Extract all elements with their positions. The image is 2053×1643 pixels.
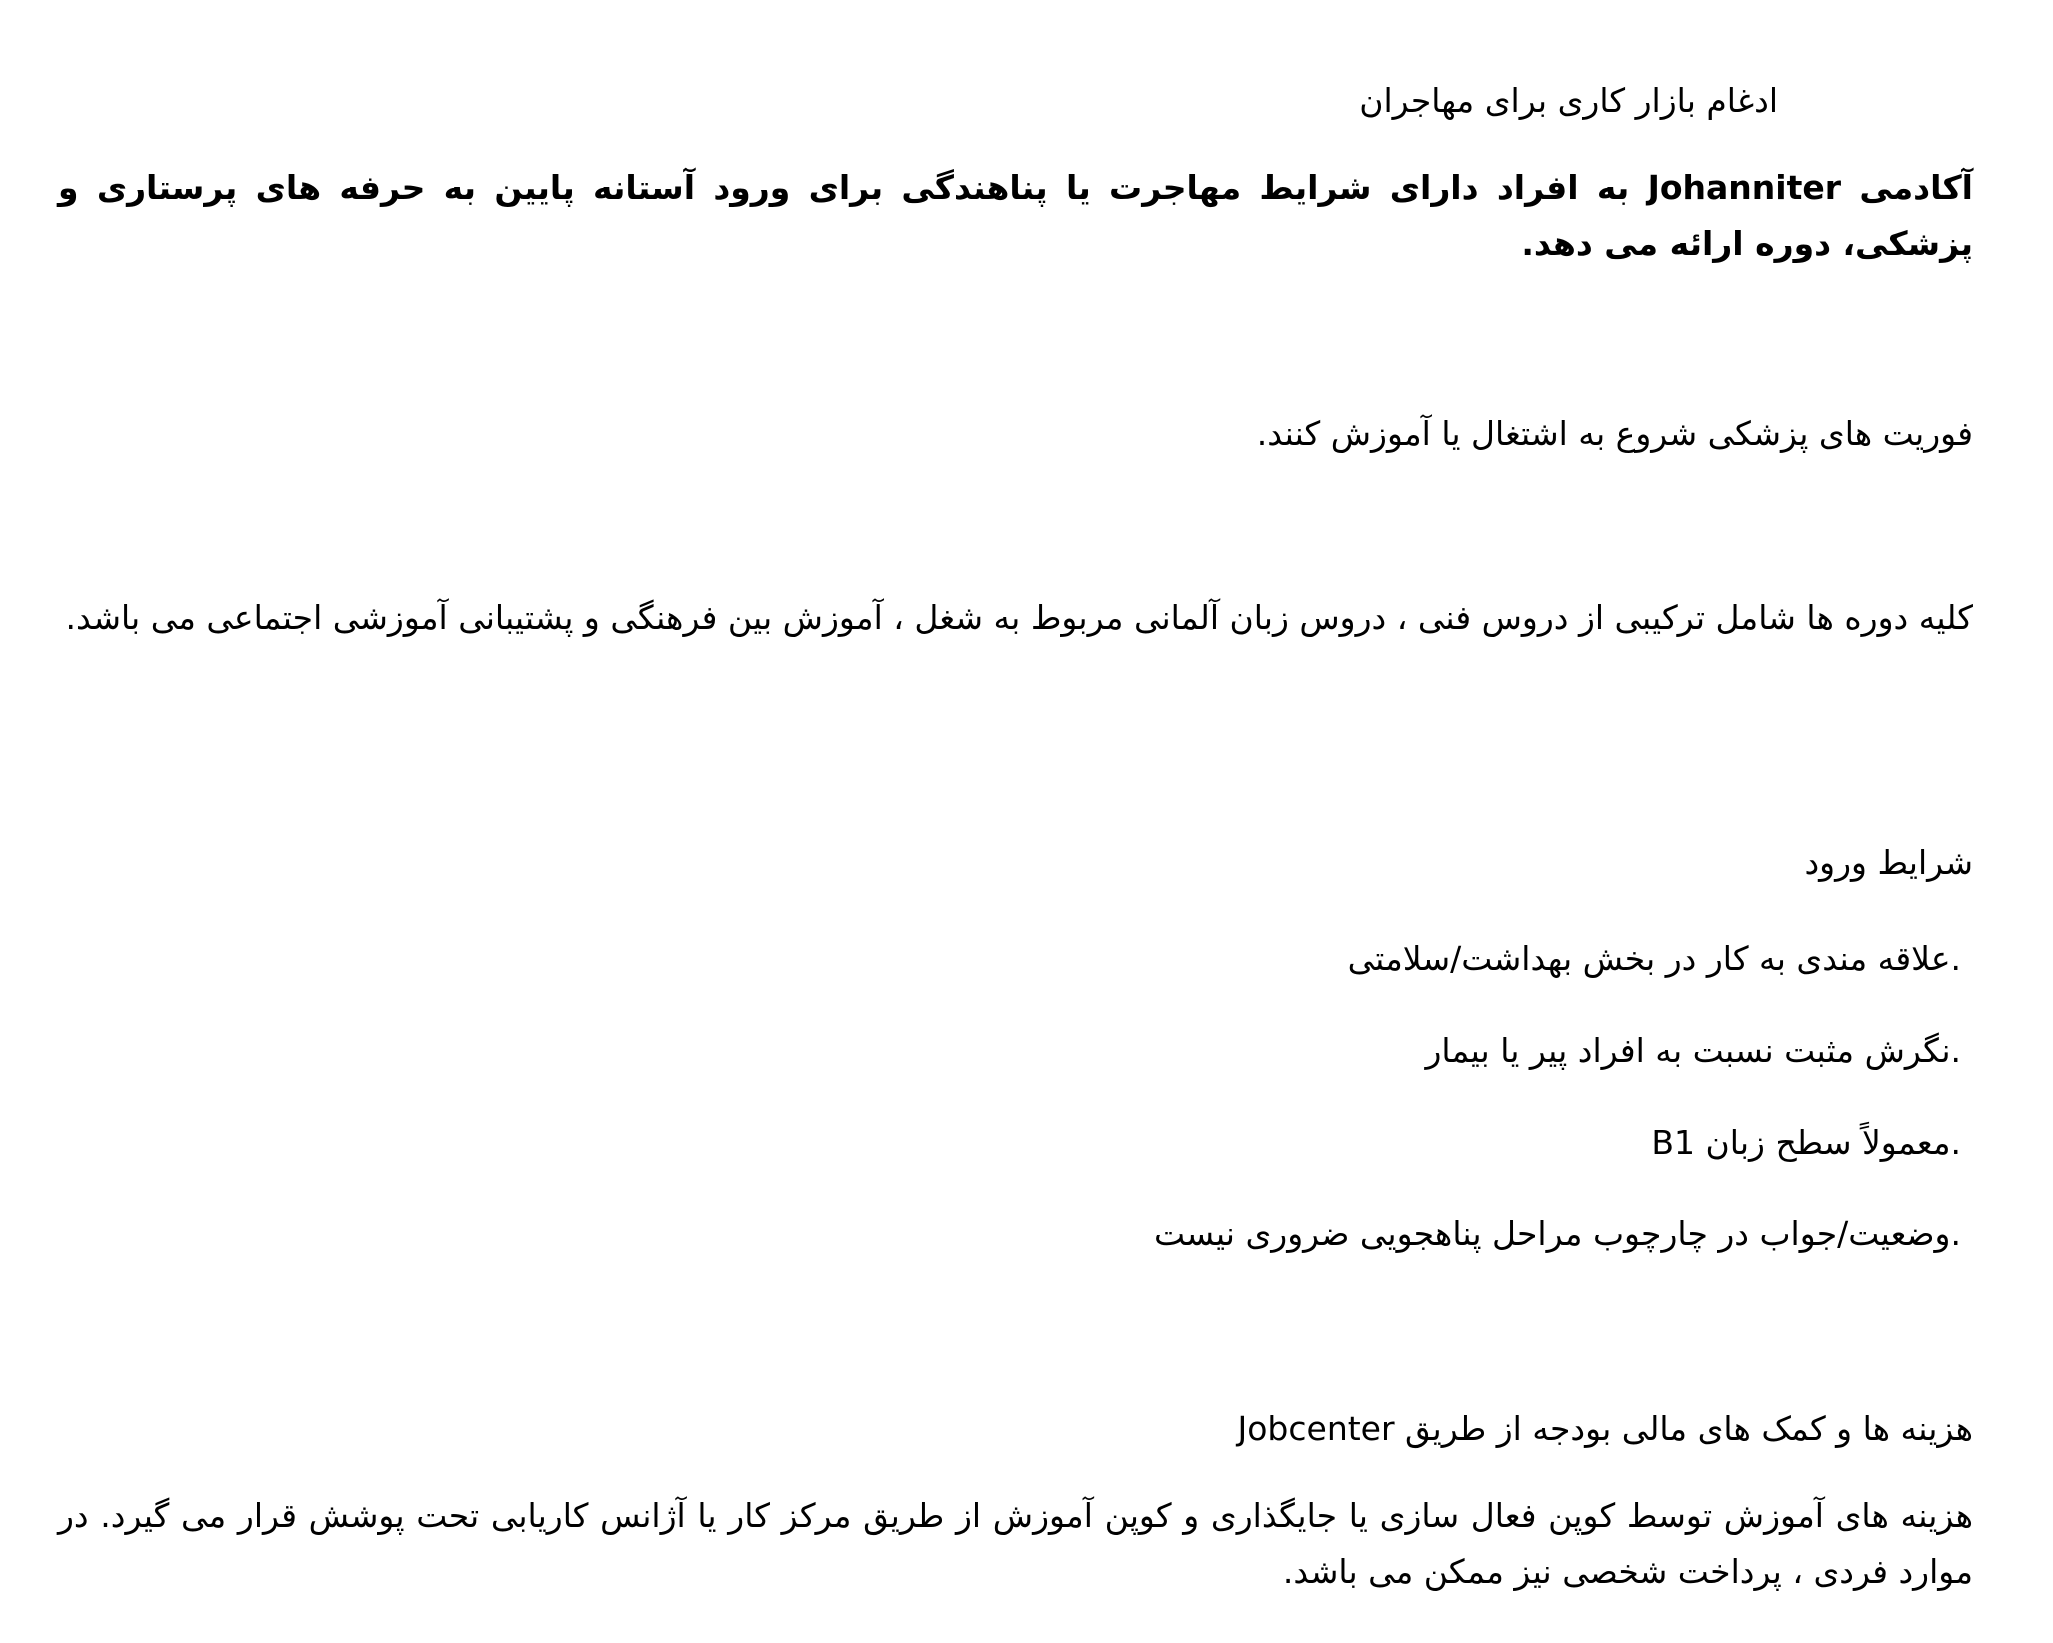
paragraph-medical-emergency: فوریت های پزشکی شروع به اشتغال یا آموزش کنند. [1256,414,1973,453]
requirement-item: .معمولاً سطح زبان B1 [1651,1123,1961,1162]
paragraph-course-content: کلیه دوره ها شامل ترکیبی از دروس فنی ، دروس زبان آلمانی مربوط به شغل ، آموزش بین فرهنگی و پشتیبانی آموزشی اجتماعی می باشد. [65,598,1973,637]
document-title: ادغام بازار کاری برای مهاجران [1359,81,1778,120]
requirements-heading: شرایط ورود [1804,843,1973,882]
funding-heading-brand: Jobcenter [1237,1409,1395,1448]
funding-paragraph: هزینه های آموزش توسط کوپن فعال سازی یا جایگذاری و کوپن آموزش از طریق مرکز کار یا آژانس کاریابی تحت پوشش قرار می گیرد. در موارد فردی ، پرداخت شخصی نیز ممکن می باشد. [58,1496,1973,1591]
requirement-item: .وضعیت/جواب در چارچوب مراحل پناهجویی ضروری نیست [1153,1214,1961,1253]
intro-text-start: آکادمی [1841,168,1973,207]
requirement-item: .علاقه مندی به کار در بخش بهداشت/سلامتی [1347,939,1961,978]
funding-heading-text: هزینه ها و کمک های مالی بودجه از طریق [1394,1409,1973,1448]
intro-paragraph [58,160,1973,272]
intro-text-end: به افراد دارای شرایط مهاجرت یا پناهندگی برای ورود آستانه پایین به حرفه های پرستاری و پزشکی، دوره ارائه می دهد. [58,168,1973,263]
funding-heading [1238,1400,1974,1458]
intro-brand-name: Johanniter [1647,168,1842,207]
requirement-item: .نگرش مثبت نسبت به افراد پیر یا بیمار [1425,1031,1961,1070]
